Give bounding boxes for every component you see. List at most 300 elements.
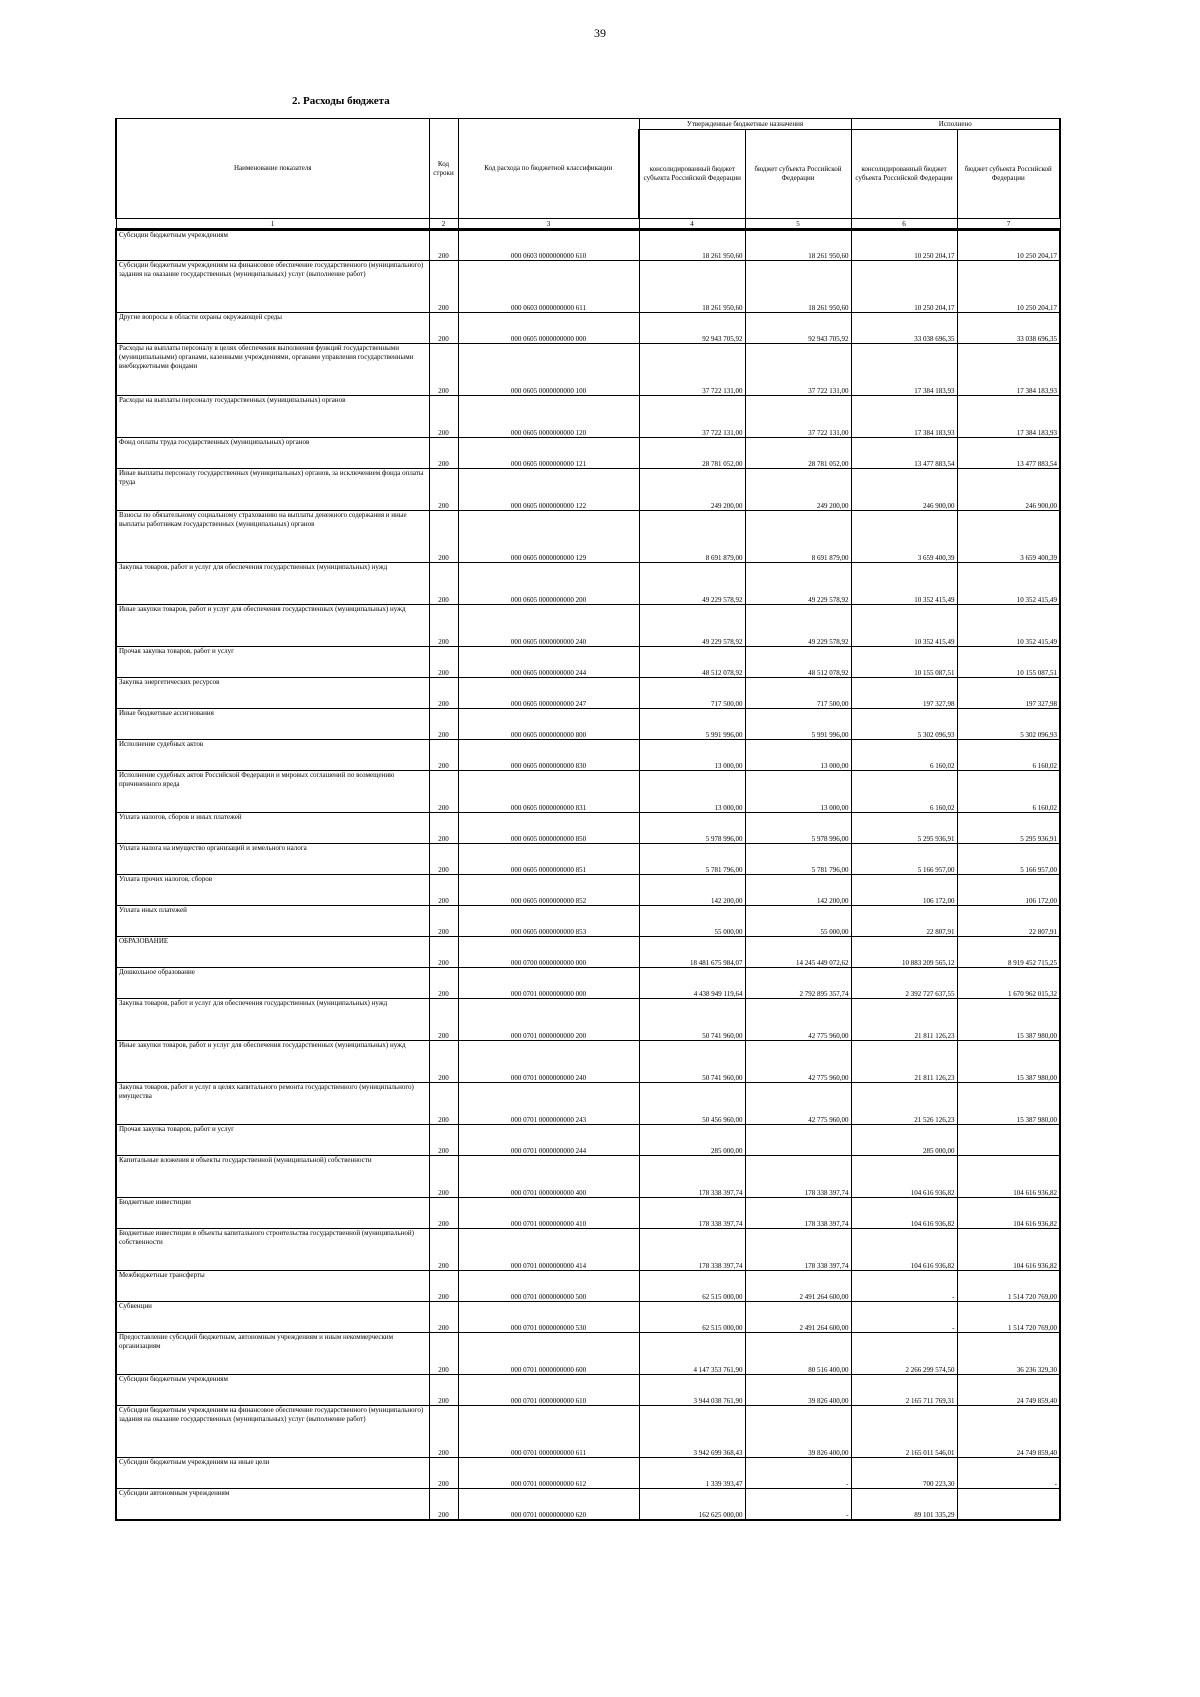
row-name: Прочая закупка товаров, работ и услуг [116,1125,429,1156]
header-approved-consolidated: консолидированный бюджет субъекта Российской Федерации [639,130,745,219]
row-line-code: 200 [429,813,458,844]
row-line-code: 200 [429,469,458,511]
row-approved-consolidated: 49 229 578,92 [639,563,745,605]
table-row [116,511,1060,563]
row-approved-subject: 13 000,00 [745,771,851,813]
row-executed-consolidated: 5 302 096,93 [851,709,957,740]
row-classification-code: 000 0701 0000000000 200 [458,999,639,1041]
row-approved-subject: 178 338 397,74 [745,1156,851,1198]
row-name: Капитальные вложения в объекты государственной (муниципальной) собственности [116,1156,429,1198]
row-classification-code: 000 0605 0000000000 247 [458,678,639,709]
row-executed-subject: 15 387 980,00 [957,999,1060,1041]
row-classification-code: 000 0605 0000000000 831 [458,771,639,813]
row-line-code: 200 [429,875,458,906]
row-approved-consolidated: 18 261 950,60 [639,261,745,313]
row-line-code: 200 [429,1198,458,1229]
row-executed-subject: 22 807,91 [957,906,1060,937]
page-number: 39 [594,26,606,40]
row-executed-subject: 5 302 096,93 [957,709,1060,740]
row-name: Закупка товаров, работ и услуг для обеспечения государственных (муниципальных) нужд [116,999,429,1041]
header-classification: Код расхода по бюджетной классификации [458,119,639,219]
row-approved-subject: 39 826 400,00 [745,1375,851,1406]
row-executed-consolidated: 2 392 727 637,55 [851,968,957,999]
row-executed-consolidated: 6 160,02 [851,740,957,771]
row-executed-subject: 6 160,02 [957,740,1060,771]
row-name: Прочая закупка товаров, работ и услуг [116,647,429,678]
row-line-code: 200 [429,906,458,937]
row-executed-subject: 3 659 400,39 [957,511,1060,563]
row-classification-code: 000 0605 0000000000 853 [458,906,639,937]
row-executed-consolidated: 21 811 126,23 [851,1041,957,1083]
row-classification-code: 000 0701 0000000000 620 [458,1489,639,1520]
row-classification-code: 000 0603 0000000000 610 [458,230,639,261]
row-approved-consolidated: 50 741 960,00 [639,1041,745,1083]
table-row [116,771,1060,813]
row-executed-subject: - [957,1458,1060,1489]
row-executed-subject: 246 900,00 [957,469,1060,511]
row-classification-code: 000 0701 0000000000 243 [458,1083,639,1125]
row-approved-consolidated: 5 781 796,00 [639,844,745,875]
row-approved-subject: 42 775 960,00 [745,999,851,1041]
row-name: ОБРАЗОВАНИЕ [116,937,429,968]
row-executed-subject: 24 749 859,40 [957,1375,1060,1406]
row-executed-consolidated: 5 295 936,91 [851,813,957,844]
row-approved-subject: 5 781 796,00 [745,844,851,875]
row-classification-code: 000 0605 0000000000 120 [458,396,639,438]
row-executed-consolidated: 246 900,00 [851,469,957,511]
row-executed-subject: 10 352 415,49 [957,605,1060,647]
row-executed-subject: 15 387 980,00 [957,1083,1060,1125]
row-executed-consolidated: 197 327,98 [851,678,957,709]
row-approved-consolidated: 49 229 578,92 [639,605,745,647]
row-line-code: 200 [429,968,458,999]
row-executed-consolidated: 10 250 204,17 [851,230,957,261]
row-executed-subject: 197 327,98 [957,678,1060,709]
row-line-code: 200 [429,647,458,678]
row-approved-consolidated: 178 338 397,74 [639,1229,745,1271]
row-classification-code: 000 0605 0000000000 200 [458,563,639,605]
row-executed-consolidated: 2 165 711 769,31 [851,1375,957,1406]
row-executed-consolidated: 10 883 209 565,12 [851,937,957,968]
row-line-code: 200 [429,999,458,1041]
row-classification-code: 000 0605 0000000000 121 [458,438,639,469]
row-approved-subject: 178 338 397,74 [745,1229,851,1271]
row-approved-subject: 2 491 264 600,00 [745,1302,851,1333]
row-approved-consolidated: 142 200,00 [639,875,745,906]
row-name: Расходы на выплаты персоналу в целях обеспечения выполнения функций государственными (муниципальными) органами, казенными учреждениями, органами управления государственными внебюджетными фондами [116,344,429,396]
row-executed-consolidated: 6 160,02 [851,771,957,813]
row-line-code: 200 [429,563,458,605]
row-classification-code: 000 0605 0000000000 850 [458,813,639,844]
row-name: Иные бюджетные ассигнования [116,709,429,740]
row-line-code: 200 [429,709,458,740]
row-executed-consolidated: 104 616 936,82 [851,1156,957,1198]
row-classification-code: 000 0701 0000000000 240 [458,1041,639,1083]
row-classification-code: 000 0605 0000000000 122 [458,469,639,511]
header-approved-subject: бюджет субъекта Российской Федерации [745,130,851,219]
row-executed-subject: 1 670 962 015,32 [957,968,1060,999]
row-approved-subject: 42 775 960,00 [745,1041,851,1083]
row-executed-consolidated: 5 166 957,00 [851,844,957,875]
row-name: Субсидии бюджетным учреждениям [116,230,429,261]
row-line-code: 200 [429,1229,458,1271]
row-executed-consolidated: 89 101 335,29 [851,1489,957,1520]
row-approved-subject: 5 978 996,00 [745,813,851,844]
table-row [116,344,1060,396]
table-row [116,261,1060,313]
row-executed-subject: 106 172,00 [957,875,1060,906]
row-approved-consolidated: 4 147 353 761,90 [639,1333,745,1375]
row-classification-code: 000 0605 0000000000 100 [458,344,639,396]
row-line-code: 200 [429,844,458,875]
row-name: Уплата налога на имущество организаций и земельного налога [116,844,429,875]
row-executed-consolidated: 17 384 183,93 [851,396,957,438]
row-name: Субсидии бюджетным учреждениям [116,1375,429,1406]
table-row [116,740,1060,771]
row-approved-subject: 2 491 264 600,00 [745,1271,851,1302]
table-row [116,1198,1060,1229]
table-row [116,678,1060,709]
row-classification-code: 000 0701 0000000000 611 [458,1406,639,1458]
row-approved-subject [745,1125,851,1156]
row-executed-consolidated: 33 038 696,35 [851,313,957,344]
row-approved-subject: 39 826 400,00 [745,1406,851,1458]
row-executed-subject: 104 616 936,82 [957,1198,1060,1229]
row-approved-consolidated: 249 200,00 [639,469,745,511]
row-classification-code: 000 0603 0000000000 611 [458,261,639,313]
row-classification-code: 000 0701 0000000000 400 [458,1156,639,1198]
row-line-code: 200 [429,230,458,261]
row-name: Уплата иных платежей [116,906,429,937]
row-line-code: 200 [429,1302,458,1333]
row-name: Межбюджетные трансферты [116,1271,429,1302]
row-executed-subject: 17 384 183,93 [957,396,1060,438]
row-name: Расходы на выплаты персоналу государственных (муниципальных) органов [116,396,429,438]
header-group-approved: Утвержденные бюджетные назначения [639,119,851,130]
row-line-code: 200 [429,605,458,647]
table-row [116,813,1060,844]
column-number: 3 [458,219,639,230]
table-row [116,1271,1060,1302]
row-executed-subject: 10 352 415,49 [957,563,1060,605]
row-classification-code: 000 0701 0000000000 410 [458,1198,639,1229]
row-approved-subject: 14 245 449 072,62 [745,937,851,968]
row-classification-code: 000 0605 0000000000 830 [458,740,639,771]
table-row [116,1302,1060,1333]
row-executed-consolidated: 10 250 204,17 [851,261,957,313]
row-approved-consolidated: 178 338 397,74 [639,1198,745,1229]
row-line-code: 200 [429,678,458,709]
header-name: Наименование показателя [116,119,429,219]
row-classification-code: 000 0605 0000000000 244 [458,647,639,678]
row-approved-consolidated: 178 338 397,74 [639,1156,745,1198]
table-row [116,563,1060,605]
row-line-code: 200 [429,261,458,313]
row-name: Другие вопросы в области охраны окружающей среды [116,313,429,344]
column-number: 5 [745,219,851,230]
header-executed-consolidated: консолидированный бюджет субъекта Российской Федерации [851,130,957,219]
row-classification-code: 000 0701 0000000000 500 [458,1271,639,1302]
row-executed-subject: 8 919 452 715,25 [957,937,1060,968]
row-executed-subject: 10 250 204,17 [957,230,1060,261]
row-name: Иные закупки товаров, работ и услуг для обеспечения государственных (муниципальных) нужд [116,1041,429,1083]
row-name: Уплата прочих налогов, сборов [116,875,429,906]
row-approved-consolidated: 4 438 949 119,64 [639,968,745,999]
budget-expenses-table [115,118,1061,1521]
row-classification-code: 000 0605 0000000000 800 [458,709,639,740]
column-number: 7 [957,219,1060,230]
row-name: Дошкольное образование [116,968,429,999]
row-executed-subject: 13 477 883,54 [957,438,1060,469]
table-row [116,469,1060,511]
row-executed-consolidated: 104 616 936,82 [851,1229,957,1271]
row-executed-consolidated: 13 477 883,54 [851,438,957,469]
column-number: 4 [639,219,745,230]
table-row [116,875,1060,906]
row-classification-code: 000 0701 0000000000 530 [458,1302,639,1333]
row-line-code: 200 [429,313,458,344]
section-title: 2. Расходы бюджета [292,95,390,107]
row-line-code: 200 [429,438,458,469]
table-row [116,968,1060,999]
row-name: Субсидии автономным учреждениям [116,1489,429,1520]
row-approved-consolidated: 37 722 131,00 [639,396,745,438]
table-row [116,937,1060,968]
row-approved-subject: 37 722 131,00 [745,396,851,438]
row-executed-subject: 5 295 936,91 [957,813,1060,844]
row-executed-subject [957,1125,1060,1156]
row-name: Закупка товаров, работ и услуг в целях капитального ремонта государственного (муниципального) имущества [116,1083,429,1125]
row-classification-code: 000 0701 0000000000 414 [458,1229,639,1271]
row-line-code: 200 [429,740,458,771]
row-approved-subject: 8 691 879,00 [745,511,851,563]
table-row [116,1375,1060,1406]
row-executed-subject: 5 166 957,00 [957,844,1060,875]
row-name: Субсидии бюджетным учреждениям на иные цели [116,1458,429,1489]
row-approved-subject: 249 200,00 [745,469,851,511]
table-row [116,709,1060,740]
row-classification-code: 000 0701 0000000000 000 [458,968,639,999]
row-approved-subject: 80 516 400,00 [745,1333,851,1375]
row-classification-code: 000 0605 0000000000 851 [458,844,639,875]
row-approved-subject: 42 775 960,00 [745,1083,851,1125]
row-approved-consolidated: 5 991 996,00 [639,709,745,740]
row-executed-subject: 15 387 980,00 [957,1041,1060,1083]
table-row [116,844,1060,875]
table-row [116,1333,1060,1375]
row-name: Фонд оплаты труда государственных (муниципальных) органов [116,438,429,469]
row-approved-consolidated: 18 481 675 984,07 [639,937,745,968]
row-approved-subject: - [745,1489,851,1520]
row-executed-subject: 10 155 087,51 [957,647,1060,678]
row-line-code: 200 [429,771,458,813]
row-approved-consolidated: 3 944 038 761,90 [639,1375,745,1406]
row-approved-consolidated: 62 515 000,00 [639,1302,745,1333]
row-executed-subject: 104 616 936,82 [957,1156,1060,1198]
table-row [116,605,1060,647]
row-executed-subject: 36 236 329,30 [957,1333,1060,1375]
row-approved-consolidated: 285 000,00 [639,1125,745,1156]
row-name: Субсидии бюджетным учреждениям на финансовое обеспечение государственного (муниципального) задания на оказание государственных (муниципальных) услуг (выполнение работ) [116,1406,429,1458]
row-approved-consolidated: 3 942 699 368,43 [639,1406,745,1458]
row-name: Уплата налогов, сборов и иных платежей [116,813,429,844]
row-name: Взносы по обязательному социальному страхованию на выплаты денежного содержания и иные выплаты работникам государственных (муниципальных) органов [116,511,429,563]
row-executed-consolidated: 700 223,30 [851,1458,957,1489]
row-line-code: 200 [429,1375,458,1406]
row-approved-consolidated: 18 261 950,60 [639,230,745,261]
row-name: Предоставление субсидий бюджетным, автономным учреждениям и иным некоммерческим организациям [116,1333,429,1375]
table-row [116,1229,1060,1271]
row-name: Субвенции [116,1302,429,1333]
row-approved-consolidated: 717 500,00 [639,678,745,709]
row-approved-subject: - [745,1458,851,1489]
header-line-code: Код строки [429,119,458,219]
row-approved-subject: 142 200,00 [745,875,851,906]
row-line-code: 200 [429,1489,458,1520]
row-executed-consolidated: 104 616 936,82 [851,1198,957,1229]
row-line-code: 200 [429,396,458,438]
header-group-executed: Исполнено [851,119,1060,130]
row-approved-consolidated: 55 000,00 [639,906,745,937]
row-name: Бюджетные инвестиции [116,1198,429,1229]
row-executed-consolidated: - [851,1302,957,1333]
row-approved-subject: 2 792 895 357,74 [745,968,851,999]
column-number: 6 [851,219,957,230]
row-classification-code: 000 0605 0000000000 852 [458,875,639,906]
row-classification-code: 000 0701 0000000000 612 [458,1458,639,1489]
row-name: Закупка товаров, работ и услуг для обеспечения государственных (муниципальных) нужд [116,563,429,605]
table-row [116,438,1060,469]
row-approved-subject: 13 000,00 [745,740,851,771]
row-approved-consolidated: 92 943 705,92 [639,313,745,344]
table-row [116,1458,1060,1489]
row-approved-consolidated: 28 781 052,00 [639,438,745,469]
table-row [116,1406,1060,1458]
row-approved-consolidated: 50 456 960,00 [639,1083,745,1125]
row-approved-subject: 28 781 052,00 [745,438,851,469]
row-name: Субсидии бюджетным учреждениям на финансовое обеспечение государственного (муниципального) задания на оказание государственных (муниципальных) услуг (выполнение работ) [116,261,429,313]
row-line-code: 200 [429,1406,458,1458]
row-approved-consolidated: 5 978 996,00 [639,813,745,844]
row-name: Иные закупки товаров, работ и услуг для обеспечения государственных (муниципальных) нужд [116,605,429,647]
row-executed-consolidated: 3 659 400,39 [851,511,957,563]
row-approved-consolidated: 37 722 131,00 [639,344,745,396]
row-approved-consolidated: 8 691 879,00 [639,511,745,563]
row-classification-code: 000 0605 0000000000 129 [458,511,639,563]
row-executed-consolidated: - [851,1271,957,1302]
row-approved-subject: 48 512 078,92 [745,647,851,678]
row-line-code: 200 [429,511,458,563]
row-approved-subject: 178 338 397,74 [745,1198,851,1229]
row-name: Иные выплаты персоналу государственных (муниципальных) органов, за исключением фонда оплаты труда [116,469,429,511]
table-row [116,647,1060,678]
row-executed-consolidated: 285 000,00 [851,1125,957,1156]
row-approved-subject: 37 722 131,00 [745,344,851,396]
row-line-code: 200 [429,937,458,968]
row-approved-subject: 717 500,00 [745,678,851,709]
row-executed-consolidated: 2 266 299 574,50 [851,1333,957,1375]
row-classification-code: 000 0701 0000000000 610 [458,1375,639,1406]
table-row [116,230,1060,261]
row-line-code: 200 [429,1083,458,1125]
row-executed-subject: 104 616 936,82 [957,1229,1060,1271]
row-executed-consolidated: 10 155 087,51 [851,647,957,678]
row-line-code: 200 [429,1041,458,1083]
row-line-code: 200 [429,1156,458,1198]
row-approved-consolidated: 13 000,00 [639,740,745,771]
row-executed-consolidated: 21 526 126,23 [851,1083,957,1125]
column-number: 2 [429,219,458,230]
row-line-code: 200 [429,1458,458,1489]
row-executed-subject: 10 250 204,17 [957,261,1060,313]
row-name: Закупка энергетических ресурсов [116,678,429,709]
row-name: Бюджетные инвестиции в объекты капитального строительства государственной (муниципальной) собственности [116,1229,429,1271]
row-classification-code: 000 0700 0000000000 000 [458,937,639,968]
table-row [116,1125,1060,1156]
row-executed-subject: 1 514 720 769,00 [957,1302,1060,1333]
row-executed-consolidated: 22 807,91 [851,906,957,937]
row-executed-consolidated: 10 352 415,49 [851,563,957,605]
row-approved-subject: 49 229 578,92 [745,605,851,647]
row-approved-consolidated: 62 515 000,00 [639,1271,745,1302]
row-name: Исполнение судебных актов [116,740,429,771]
row-executed-consolidated: 10 352 415,49 [851,605,957,647]
column-numbers-row [116,219,1060,230]
row-approved-subject: 49 229 578,92 [745,563,851,605]
row-line-code: 200 [429,1333,458,1375]
table-row [116,1156,1060,1198]
row-classification-code: 000 0701 0000000000 600 [458,1333,639,1375]
row-executed-subject: 6 160,02 [957,771,1060,813]
row-approved-consolidated: 48 512 078,92 [639,647,745,678]
table-row [116,1489,1060,1520]
row-executed-subject: 33 038 696,35 [957,313,1060,344]
table-row [116,1041,1060,1083]
row-line-code: 200 [429,344,458,396]
row-approved-subject: 55 000,00 [745,906,851,937]
row-approved-subject: 18 261 950,60 [745,230,851,261]
row-executed-consolidated: 21 811 126,23 [851,999,957,1041]
row-line-code: 200 [429,1125,458,1156]
table-row [116,999,1060,1041]
row-classification-code: 000 0605 0000000000 000 [458,313,639,344]
row-approved-consolidated: 50 741 960,00 [639,999,745,1041]
table-row [116,1083,1060,1125]
row-name: Исполнение судебных актов Российской Федерации и мировых соглашений по возмещению причиненного вреда [116,771,429,813]
row-approved-subject: 18 261 950,60 [745,261,851,313]
row-executed-subject: 24 749 859,40 [957,1406,1060,1458]
row-executed-consolidated: 106 172,00 [851,875,957,906]
row-executed-subject [957,1489,1060,1520]
row-executed-subject: 1 514 720 769,00 [957,1271,1060,1302]
row-approved-consolidated: 13 000,00 [639,771,745,813]
row-classification-code: 000 0605 0000000000 240 [458,605,639,647]
row-line-code: 200 [429,1271,458,1302]
row-executed-consolidated: 2 165 011 546,01 [851,1406,957,1458]
row-approved-subject: 92 943 705,92 [745,313,851,344]
table-row [116,906,1060,937]
table-row [116,396,1060,438]
row-approved-subject: 5 991 996,00 [745,709,851,740]
row-approved-consolidated: 162 625 000,00 [639,1489,745,1520]
row-approved-consolidated: 1 339 393,47 [639,1458,745,1489]
table-body [116,230,1060,1520]
row-executed-consolidated: 17 384 183,93 [851,344,957,396]
table-row [116,313,1060,344]
row-classification-code: 000 0701 0000000000 244 [458,1125,639,1156]
header-executed-subject: бюджет субъекта Российской Федерации [957,130,1060,219]
row-executed-subject: 17 384 183,93 [957,344,1060,396]
